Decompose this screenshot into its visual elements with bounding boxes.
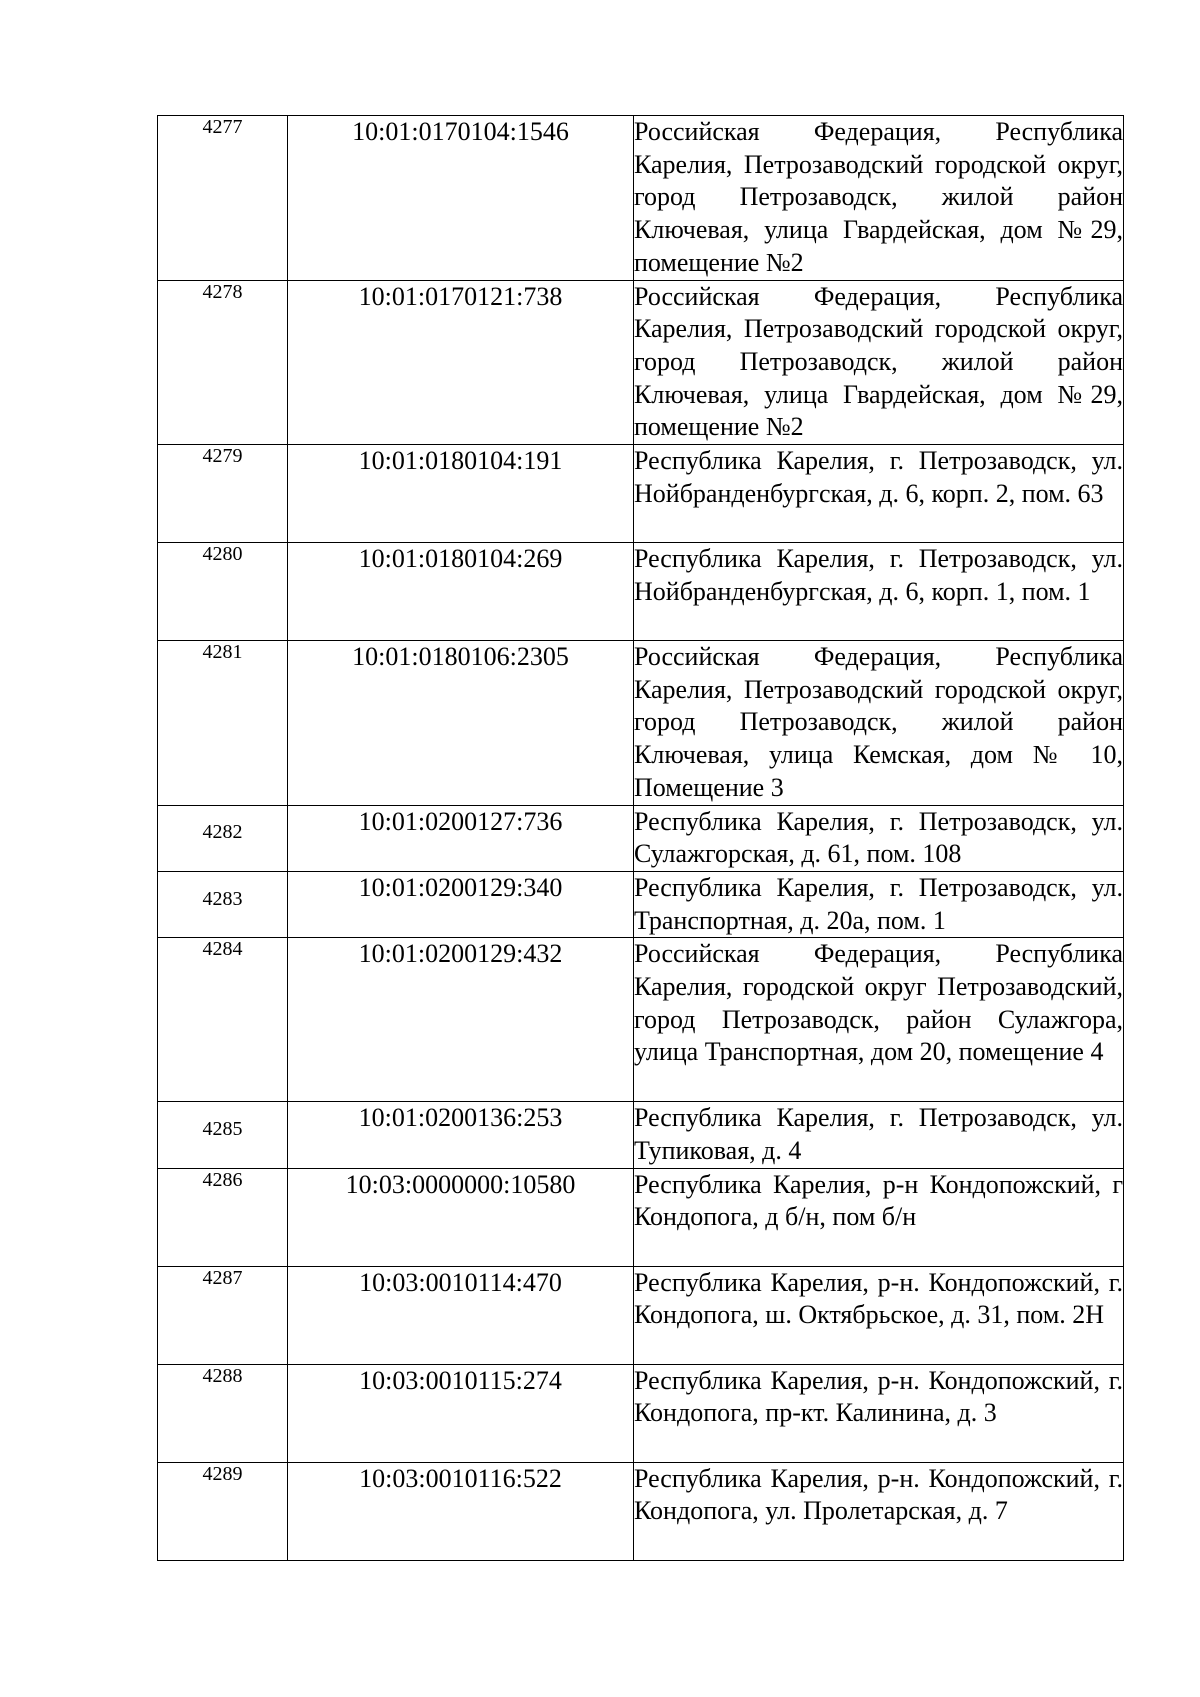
address: Республика Карелия, р-н Кондопожский, г Кондопога, д б/н, пом б/н <box>634 1168 1124 1266</box>
cadastral-number: 10:01:0170121:738 <box>288 280 634 445</box>
row-number-label: 4285 <box>202 1118 243 1141</box>
table-row <box>158 116 1124 281</box>
address: Российская Федерация, Республика Карелия, Петрозаводский городской округ, город Петрозаводск, жилой район Ключевая, улица Кемская, дом № 10, Помещение 3 <box>634 641 1124 806</box>
row-number: 4281 <box>158 641 288 806</box>
address: Республика Карелия, г. Петрозаводск, ул. Нойбранденбургская, д. 6, корп. 1, пом. 1 <box>634 543 1124 641</box>
cadastral-number: 10:03:0000000:10580 <box>288 1168 634 1266</box>
row-number: 4286 <box>158 1168 288 1266</box>
row-number: 4288 <box>158 1364 288 1462</box>
cadastral-number: 10:01:0200127:736 <box>288 805 634 871</box>
address: Российская Федерация, Республика Карелия, Петрозаводский городской округ, город Петрозаводск, жилой район Ключевая, улица Гвардейская, дом №29, помещение №2 <box>634 116 1124 281</box>
cadastral-number: 10:01:0180104:191 <box>288 445 634 543</box>
table-row <box>158 445 1124 543</box>
row-number: 4280 <box>158 543 288 641</box>
address: Республика Карелия, г. Петрозаводск, ул. Транспортная, д. 20а, пом. 1 <box>634 871 1124 937</box>
address: Республика Карелия, р-н. Кондопожский, г. Кондопога, ш. Октябрьское, д. 31, пом. 2Н <box>634 1266 1124 1364</box>
row-number-label: 4283 <box>202 887 243 910</box>
row-number: 4279 <box>158 445 288 543</box>
table-row <box>158 938 1124 1102</box>
row-number: 4287 <box>158 1266 288 1364</box>
table-row <box>158 1102 1124 1168</box>
property-registry-table <box>157 115 1124 1561</box>
address: Российская Федерация, Республика Карелия, городской округ Петрозаводский, город Петрозаводск, район Сулажгора, улица Транспортная, дом 20, помещение 4 <box>634 938 1124 1102</box>
cadastral-number: 10:03:0010115:274 <box>288 1364 634 1462</box>
cadastral-number: 10:03:0010116:522 <box>288 1462 634 1560</box>
table-row <box>158 871 1124 937</box>
table-row <box>158 280 1124 445</box>
address: Российская Федерация, Республика Карелия, Петрозаводский городской округ, город Петрозаводск, жилой район Ключевая, улица Гвардейская, дом №29, помещение №2 <box>634 280 1124 445</box>
row-number <box>158 1102 288 1168</box>
row-number: 4277 <box>158 116 288 281</box>
address: Республика Карелия, г. Петрозаводск, ул. Сулажгорская, д. 61, пом. 108 <box>634 805 1124 871</box>
cadastral-number: 10:01:0180106:2305 <box>288 641 634 806</box>
cadastral-number: 10:01:0170104:1546 <box>288 116 634 281</box>
table-row <box>158 805 1124 871</box>
address: Республика Карелия, г. Петрозаводск, ул. Нойбранденбургская, д. 6, корп. 2, пом. 63 <box>634 445 1124 543</box>
table-row <box>158 543 1124 641</box>
address: Республика Карелия, р-н. Кондопожский, г. Кондопога, пр-кт. Калинина, д. 3 <box>634 1364 1124 1462</box>
cadastral-number: 10:01:0200136:253 <box>288 1102 634 1168</box>
cadastral-number: 10:01:0180104:269 <box>288 543 634 641</box>
cadastral-number: 10:01:0200129:340 <box>288 871 634 937</box>
table-row <box>158 1364 1124 1462</box>
table-row <box>158 1266 1124 1364</box>
row-number-label: 4282 <box>202 821 243 844</box>
row-number: 4284 <box>158 938 288 1102</box>
cadastral-number: 10:01:0200129:432 <box>288 938 634 1102</box>
cadastral-number: 10:03:0010114:470 <box>288 1266 634 1364</box>
row-number <box>158 805 288 871</box>
address: Республика Карелия, г. Петрозаводск, ул. Тупиковая, д. 4 <box>634 1102 1124 1168</box>
address: Республика Карелия, р-н. Кондопожский, г. Кондопога, ул. Пролетарская, д. 7 <box>634 1462 1124 1560</box>
table-row <box>158 1168 1124 1266</box>
row-number <box>158 871 288 937</box>
row-number: 4278 <box>158 280 288 445</box>
row-number: 4289 <box>158 1462 288 1560</box>
table-row <box>158 641 1124 806</box>
table-row <box>158 1462 1124 1560</box>
